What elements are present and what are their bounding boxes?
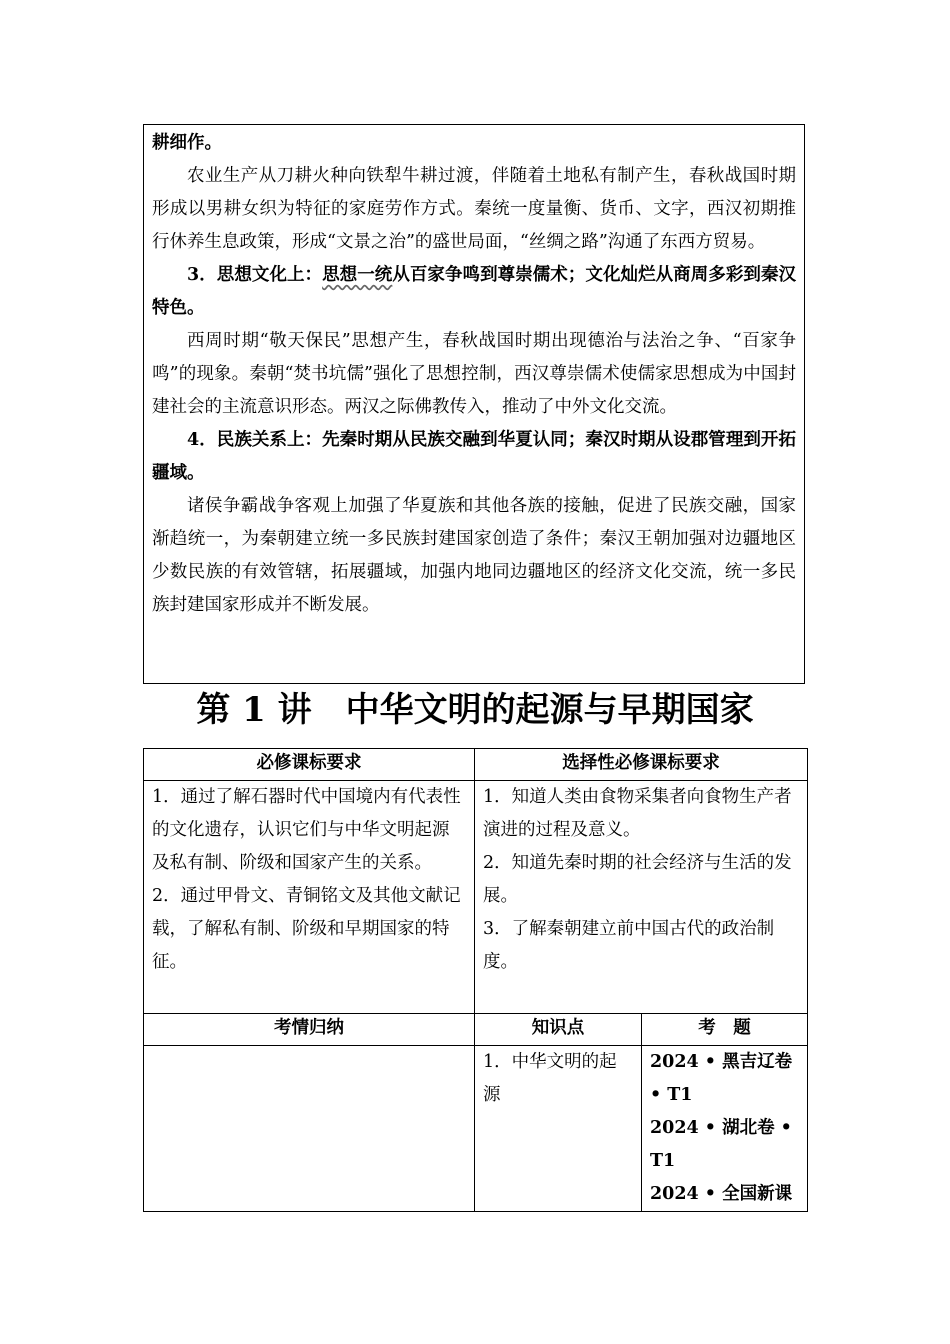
elective-cell (475, 781, 808, 1014)
summary-cell (144, 1046, 475, 1212)
thought-heading-emphasis: 思想一统 (322, 265, 393, 285)
ethnic-paragraph: 诸侯争霸战争客观上加强了华夏族和其他各族的接触，促进了民族交融，国家渐趋统一，为秦朝建立统一多民族封建国家创造了条件；秦汉王朝加强对边疆地区少数民族的有效管辖，拓展疆域，加强内地同边疆地区的经济文化交流，统一多民族封建国家形成并不断发展。 (152, 496, 796, 615)
requirements-table (143, 748, 808, 1212)
elective-header: 选择性必修课标要求 (475, 749, 808, 781)
exam-header-row (144, 1014, 808, 1046)
thought-heading (152, 259, 796, 325)
summary-header: 考情归纳 (144, 1014, 475, 1046)
exam-cell (642, 1046, 808, 1212)
thought-paragraph: 西周时期“敬天保民”思想产生，春秋战国时期出现德治与法治之争、“百家争鸣”的现象。秦朝“焚书坑儒”强化了思想控制，西汉尊崇儒术使儒家思想成为中国封建社会的主流意识形态。两汉之际佛教传入，推动了中外文化交流。 (152, 331, 796, 417)
elective-item: 1．知道人类由食物采集者向食物生产者演进的过程及意义。 (483, 787, 792, 840)
elective-item: 2．知道先秦时期的社会经济与生活的发展。 (483, 853, 792, 906)
knowledge-point: 1．中华文明的起源 (483, 1052, 617, 1105)
exam-item: 2024 • 黑吉辽卷 • T1 (650, 1052, 793, 1105)
thought-heading-rest: 从百家争鸣到尊崇儒术；文化灿烂从商周多彩到秦汉特色。 (152, 265, 796, 318)
elective-item: 3．了解秦朝建立前中国古代的政治制度。 (483, 919, 775, 972)
exam-item: 2024 • 湖北卷 • T1 (650, 1118, 792, 1171)
table-header-row (144, 749, 808, 781)
economy-paragraph: 农业生产从刀耕火种向铁犁牛耕过渡，伴随着土地私有制产生，春秋战国时期形成以男耕女织为特征的家庭劳作方式。秦统一度量衡、货币、文字，西汉初期推行休养生息政策，形成“文景之治”的盛世局面，“丝绸之路”沟通了东西方贸易。 (152, 166, 796, 252)
required-item: 1．通过了解石器时代中国境内有代表性的文化遗存，认识它们与中华文明起源及私有制、阶级和国家产生的关系。 (152, 787, 461, 873)
exam-row (144, 1046, 808, 1212)
required-item: 2．通过甲骨文、青铜铭文及其他文献记载，了解私有制、阶级和早期国家的特征。 (152, 886, 461, 972)
summary-line-continue: 耕细作。 (152, 133, 222, 153)
requirements-row (144, 781, 808, 1014)
ethnic-heading: 4．民族关系上：先秦时期从民族交融到华夏认同；秦汉时期从设郡管理到开拓疆域。 (152, 430, 796, 483)
lecture-title: 第 1 讲 中华文明的起源与早期国家 (196, 690, 754, 730)
required-cell (144, 781, 475, 1014)
required-header: 必修课标要求 (144, 749, 475, 781)
exam-header: 考 题 (642, 1014, 808, 1046)
knowledge-cell (475, 1046, 642, 1212)
exam-item: 2024 • 全国新课 (650, 1184, 793, 1204)
summary-box (143, 124, 805, 684)
knowledge-header: 知识点 (475, 1014, 642, 1046)
thought-heading-prefix: 3．思想文化上： (187, 265, 323, 285)
